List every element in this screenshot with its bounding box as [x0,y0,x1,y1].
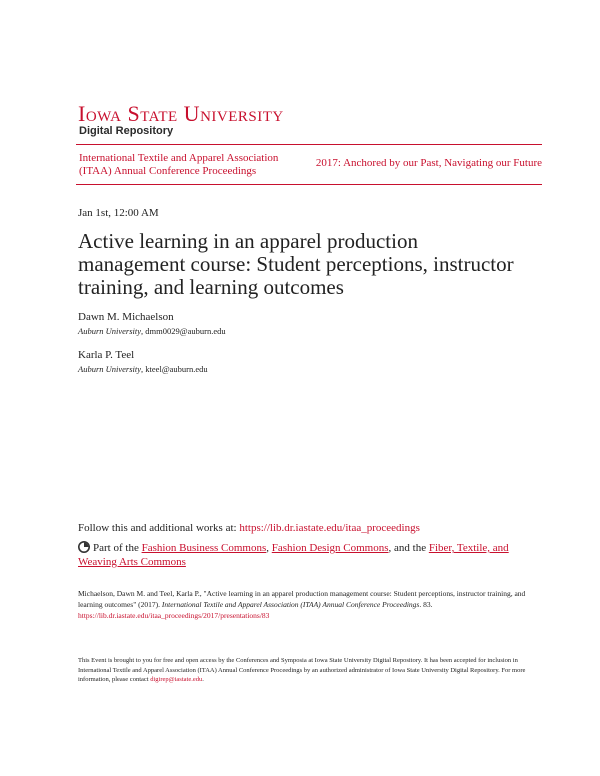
notice-text: This Event is brought to you for free and open access by the Conferences and Symposia at Iowa State University Digital Repository. It has been accepted for inclusion in International Textile and Apparel Association (ITAA) Annual Conference Proceedings by an authorized administrator of Iowa State University Digital Repository. For more information, please contact [78,657,526,683]
notice-end: . [202,676,204,683]
fashion-business-link[interactable]: Fashion Business Commons [141,542,267,554]
citation-url-link[interactable]: https://lib.dr.iastate.edu/itaa_proceedings/2017/presentations/83 [78,611,270,620]
citation-block [78,588,528,621]
separator: , [266,542,272,554]
follow-line [78,522,420,534]
commons-network-icon [78,541,90,553]
series-link[interactable]: International Textile and Apparel Association (ITAA) Annual Conference Proceedings [79,152,279,177]
fiber-textile-link[interactable]: Fiber, Textile, and Weaving Arts Commons [78,542,509,568]
separator: , and the [388,542,429,554]
fashion-design-link[interactable]: Fashion Design Commons [271,542,389,554]
citation-end: . 83. [419,600,433,609]
university-logo: Iowa State University [78,101,284,126]
header-divider-top [76,144,542,145]
author-name: Dawn M. Michaelson [78,311,174,323]
proceedings-link[interactable]: https://lib.dr.iastate.edu/itaa_proceedings [239,522,420,534]
contact-email-link[interactable]: digirep@iastate.edu [150,676,203,683]
author-email: , kteel@auburn.edu [141,364,208,374]
citation-journal: International Textile and Apparel Association (ITAA) Annual Conference Proceedings [161,600,420,609]
header-divider-bottom [76,184,542,185]
repository-subtitle: Digital Repository [79,125,174,137]
part-of-line [78,541,528,569]
follow-label: Follow this and additional works at: [78,522,240,534]
author-email: , dmm0029@auburn.edu [141,326,226,336]
affiliation-text: Auburn University [78,364,142,374]
paper-title: Active learning in an apparel production management course: Student perceptions, instructor training, and learning outcomes [78,229,514,299]
part-of-prefix: Part of the [93,542,142,554]
author-affiliation [78,326,226,336]
author-name: Karla P. Teel [78,349,135,361]
author-affiliation [78,364,208,374]
conference-link[interactable]: 2017: Anchored by our Past, Navigating our Future [315,157,542,169]
event-date: Jan 1st, 12:00 AM [78,207,159,219]
citation-text: Michaelson, Dawn M. and Teel, Karla P., "Active learning in an apparel production management course: Student perceptions, instructor training, and learning outcomes" (2017). [78,589,526,609]
access-notice [78,656,528,685]
affiliation-text: Auburn University [78,326,142,336]
